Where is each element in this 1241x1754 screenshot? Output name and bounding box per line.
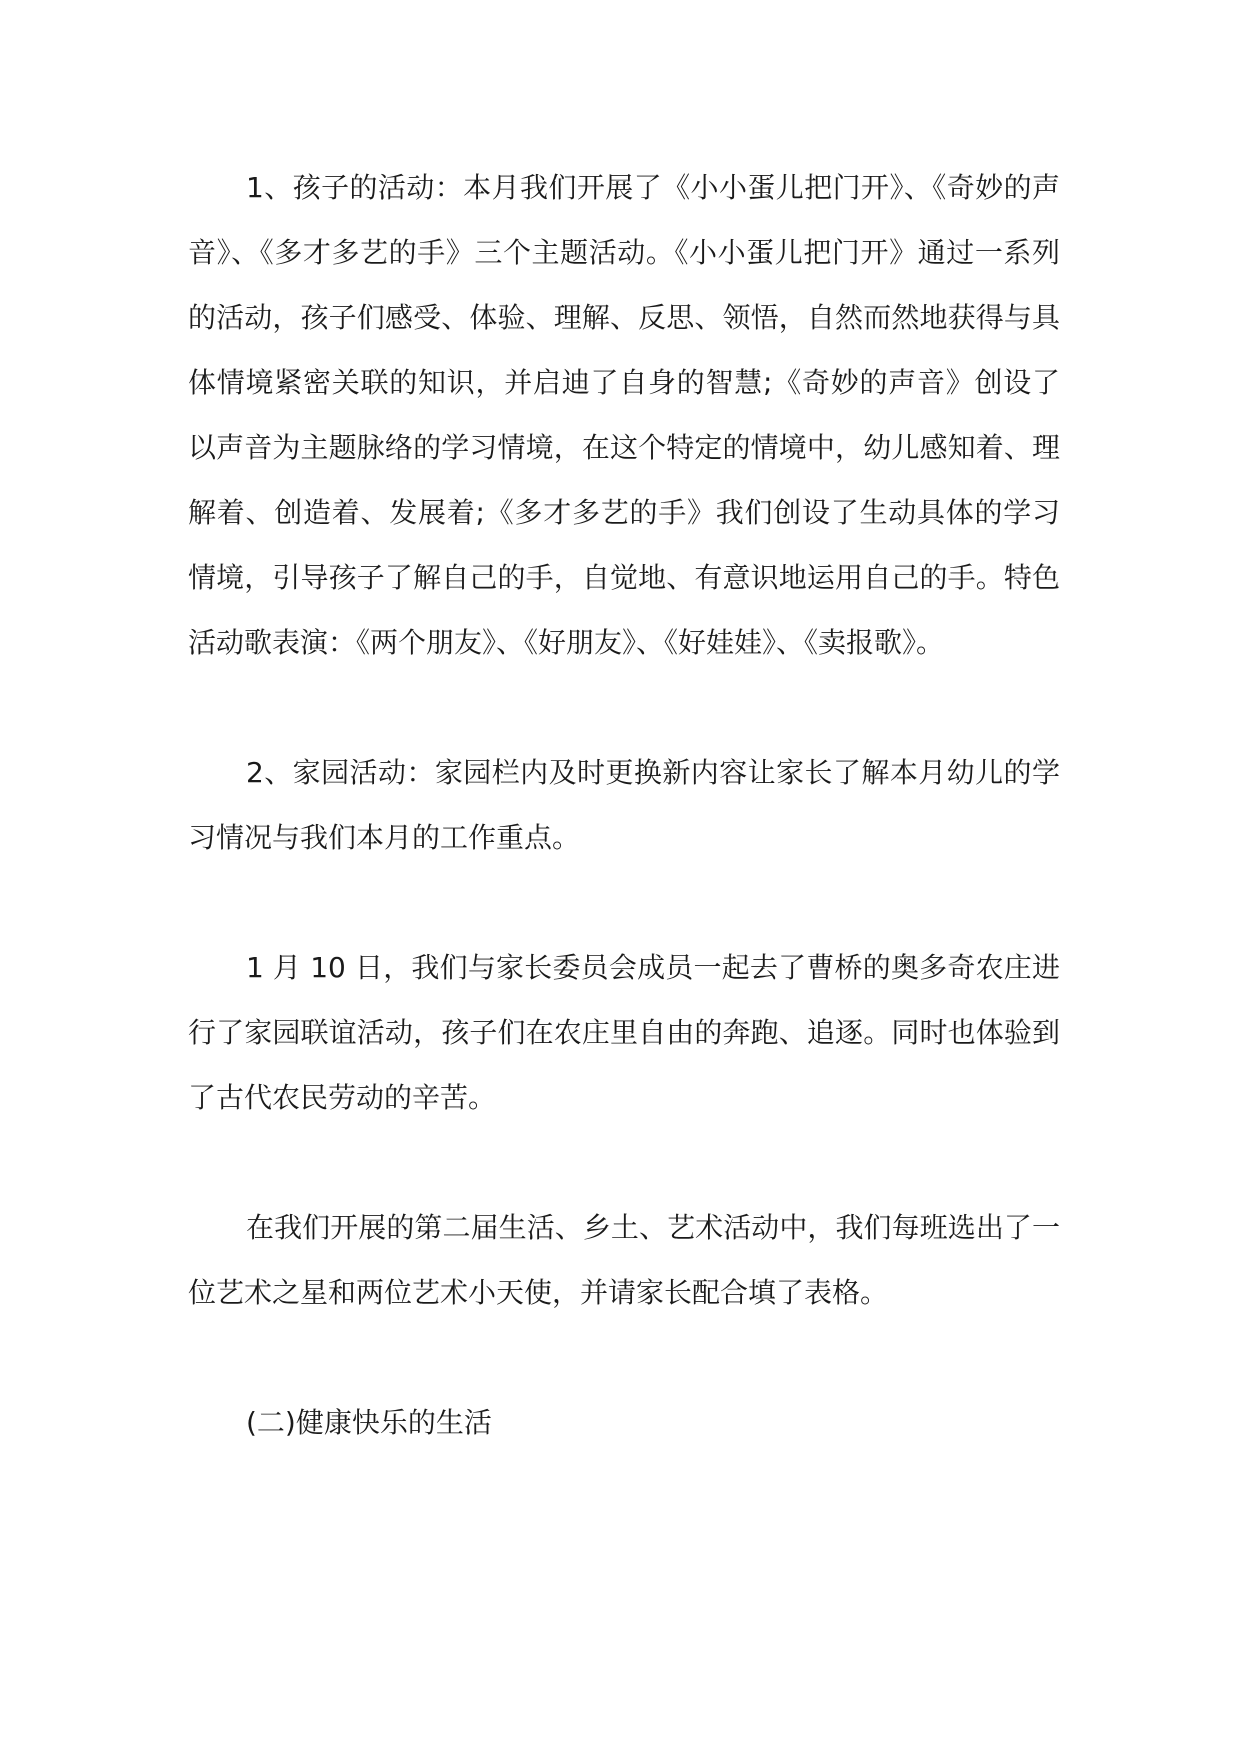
paragraph-children-activities: 1、孩子的活动：本月我们开展了《小小蛋儿把门开》、《奇妙的声音》、《多才多艺的手》三个主题活动。《小小蛋儿把门开》通过一系列的活动，孩子们感受、体验、理解、反思、领悟，自然而然地获得与具体情境紧密关联的知识，并启迪了自身的智慧;《奇妙的声音》创设了以声音为主题脉络的学习情境，在这个特定的情境中，幼儿感知着、理解着、创造着、发展着;《多才多艺的手》我们创设了生动具体的学习情境，引导孩子了解自己的手，自觉地、有意识地运用自己的手。特色活动歌表演：《两个朋友》、《好朋友》、《好娃娃》、《卖报歌》。 <box>188 171 1060 659</box>
document-page <box>188 155 1060 1455</box>
section-heading-healthy-life: (二)健康快乐的生活 <box>246 1406 492 1439</box>
paragraph-home-school-activities: 2、家园活动：家园栏内及时更换新内容让家长了解本月幼儿的学习情况与我们本月的工作重点。 <box>188 756 1060 854</box>
paragraph-art-activity: 在我们开展的第二届生活、乡土、艺术活动中，我们每班选出了一位艺术之星和两位艺术小天使，并请家长配合填了表格。 <box>188 1211 1060 1309</box>
paragraph-farm-visit: 1 月 10 日，我们与家长委员会成员一起去了曹桥的奥多奇农庄进行了家园联谊活动，孩子们在农庄里自由的奔跑、追逐。同时也体验到了古代农民劳动的辛苦。 <box>188 951 1060 1114</box>
